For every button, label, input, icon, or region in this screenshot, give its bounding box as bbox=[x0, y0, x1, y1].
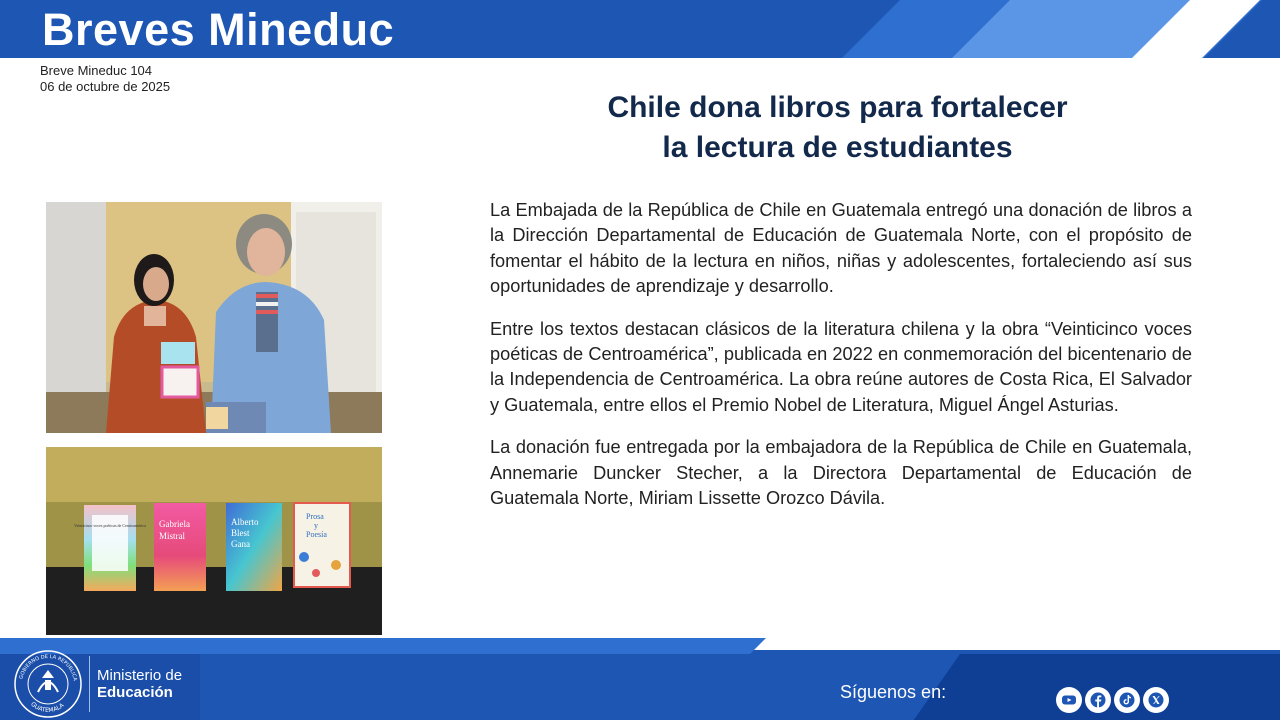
tiktok-icon[interactable] bbox=[1114, 687, 1140, 713]
ministry-line-2: Educación bbox=[97, 684, 173, 701]
book2-title-1: Gabriela bbox=[159, 519, 190, 529]
photo-illustration bbox=[46, 202, 382, 433]
article-paragraph: La donación fue entregada por la embajadora de la República de Chile en Guatemala, Annemarie Duncker Stecher, a la Directora Departamental de Educación de Guatemala Norte, Miriam Lissette Orozco Dávila. bbox=[490, 437, 1192, 509]
book4-title-2: y bbox=[314, 521, 318, 530]
article-paragraph: Entre los textos destacan clásicos de la literatura chilena y la obra “Veinticinco voces poéticas de Centroamérica”, publicada en 2022 en conmemoración del bicentenario de la Independencia de Centroamérica. La obra reúne autores de Costa Rica, El Salvador y Guatemala, entre ellos el Premio Nobel de Literatura, Miguel Ángel Asturias. bbox=[490, 318, 1192, 415]
seal-graphic bbox=[12, 648, 84, 720]
book1-title: Veinticinco voces poéticas de Centroamérica bbox=[74, 523, 146, 528]
youtube-icon[interactable] bbox=[1056, 687, 1082, 713]
tiktok-glyph bbox=[1119, 692, 1135, 708]
seal-text-bottom-path: GUATEMALA bbox=[29, 700, 66, 715]
brand-title: Breves Mineduc bbox=[42, 4, 395, 55]
x-glyph bbox=[1148, 692, 1164, 708]
ministry-divider bbox=[89, 656, 90, 712]
follow-label: Síguenos en: bbox=[840, 682, 947, 702]
issue-meta bbox=[40, 63, 170, 95]
book3-title-1: Alberto bbox=[231, 517, 259, 527]
social-links bbox=[1056, 687, 1169, 713]
footer-top-stripe bbox=[0, 638, 766, 654]
article-paragraph: La Embajada de la República de Chile en Guatemala entregó una donación de libros a la Dirección Departamental de Educación de Guatemala Norte, con el propósito de fomentar el hábito de la lectura en niños, niñas y adolescentes, fortaleciendo así sus oportunidades de aprendizaje y desarrollo. bbox=[490, 200, 1192, 297]
photo-book-handover bbox=[46, 202, 382, 433]
book2-title-2: Mistral bbox=[159, 531, 185, 541]
book3-title-2: Blest bbox=[231, 528, 250, 538]
issue-date: 06 de octubre de 2025 bbox=[40, 79, 171, 94]
book4-title-1: Prosa bbox=[306, 512, 324, 521]
article-headline bbox=[480, 88, 1195, 168]
article-body bbox=[490, 198, 1192, 528]
book3-title-3: Gana bbox=[231, 539, 250, 549]
header-band bbox=[0, 0, 1280, 58]
photo-books-display bbox=[46, 447, 382, 635]
seal-text-bottom bbox=[29, 701, 66, 714]
seal-text-top-path: GOBIERNO DE LA REPÚBLICA bbox=[18, 653, 78, 682]
book4-title-3: Poesía bbox=[306, 530, 327, 539]
books-illustration bbox=[46, 447, 382, 635]
guatemala-seal-icon bbox=[12, 648, 84, 720]
issue-number: Breve Mineduc 104 bbox=[40, 63, 153, 78]
facebook-icon[interactable] bbox=[1085, 687, 1111, 713]
ministry-line-1: Ministerio de bbox=[97, 667, 183, 684]
ministry-logo bbox=[97, 667, 182, 701]
facebook-glyph bbox=[1090, 692, 1106, 708]
youtube-glyph bbox=[1061, 692, 1077, 708]
x-icon[interactable] bbox=[1143, 687, 1169, 713]
headline-line-2: la lectura de estudiantes bbox=[662, 131, 1013, 164]
headline-line-1: Chile dona libros para fortalecer bbox=[607, 91, 1068, 124]
